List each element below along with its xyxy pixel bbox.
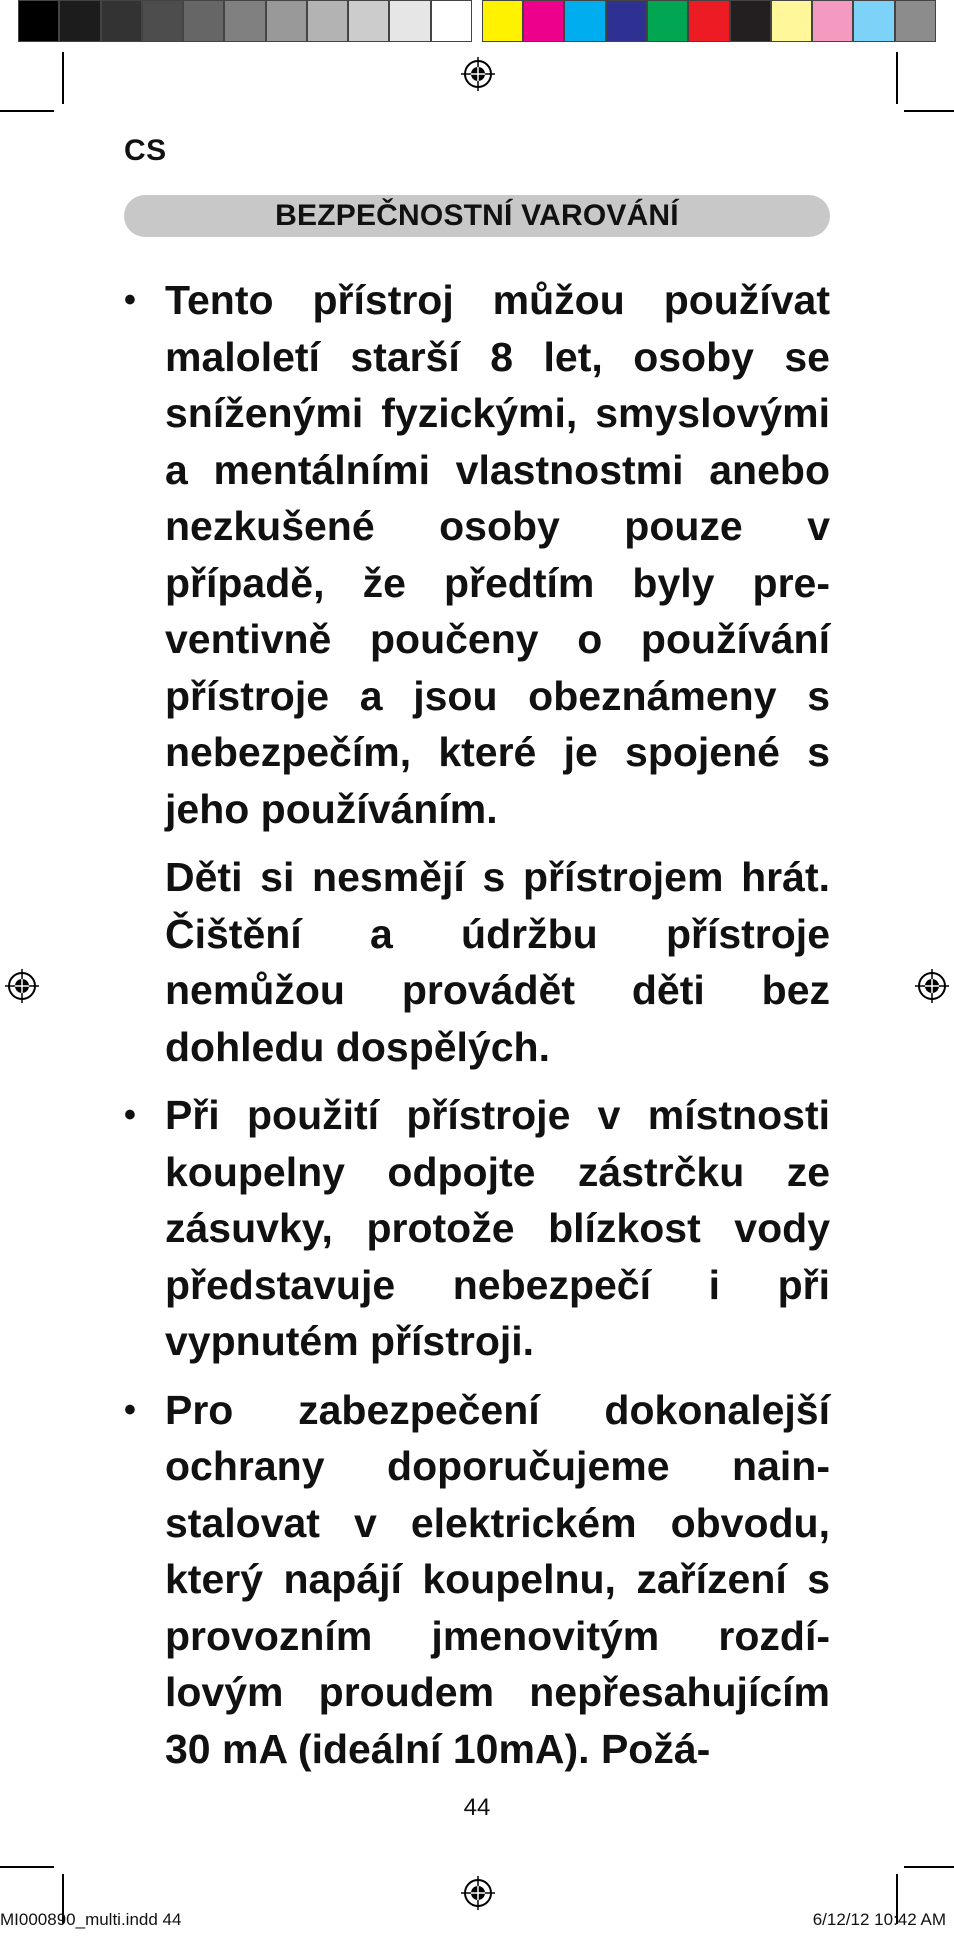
list-item (124, 1087, 830, 1370)
footer-file-slug: MI000890_multi.indd 44 (0, 1910, 182, 1929)
color-swatch (389, 0, 430, 42)
color-swatch (730, 0, 771, 42)
footer-datetime: 6/12/12 10:42 AM (812, 1910, 946, 1929)
crop-mark (904, 1866, 954, 1868)
color-swatch (647, 0, 688, 42)
color-swatch (853, 0, 894, 42)
registration-target-icon (461, 57, 495, 91)
color-swatch (59, 0, 100, 42)
page-number: 44 (463, 1794, 491, 1821)
crop-mark (0, 1866, 54, 1868)
bullet-icon: • (124, 1390, 136, 1429)
color-swatch (431, 0, 472, 42)
color-swatch (224, 0, 265, 42)
color-swatch (606, 0, 647, 42)
color-swatch (895, 0, 936, 42)
list-item-text: Tento přístroj můžou používat maloletí starší 8 let, osoby se sníženými fyzickými, smyslovými a mentálními vlastnostmi anebo nezkušené osoby pouze v případě, že předtím byly preventivně poučeny o používání přístroje a jsou obeznámeny s nebezpečím, které je spojené s jeho používáním. (165, 277, 830, 832)
section-title-banner: BEZPEČNOSTNÍ VAROVÁNÍ (124, 195, 830, 237)
registration-target-icon (5, 969, 39, 1003)
list-item-continuation: Děti si nesmějí s přístrojem hrát. Čištění a údržbu přístroje nemůžou provádět děti bez dohledu dospělých. (165, 854, 830, 1070)
color-swatch (142, 0, 183, 42)
swatch-gap (472, 0, 482, 42)
color-swatch (771, 0, 812, 42)
crop-mark (0, 110, 54, 112)
color-swatch (101, 0, 142, 42)
color-swatch (183, 0, 224, 42)
registration-target-icon (915, 969, 949, 1003)
color-swatch (348, 0, 389, 42)
color-swatch (564, 0, 605, 42)
list-item-text: Při použití přístroje v místnosti koupelny odpojte zástrčku ze zásuvky, protože blízkost vody představuje nebezpečí i při vypnutém přístroji. (165, 1092, 830, 1364)
color-swatch (266, 0, 307, 42)
color-calibration-bar (18, 0, 936, 42)
bullet-icon: • (124, 1096, 136, 1134)
color-swatch (482, 0, 523, 42)
color-swatch (523, 0, 564, 42)
crop-mark (896, 52, 898, 104)
crop-mark (904, 110, 954, 112)
language-code: CS (124, 134, 167, 167)
list-item-text: Pro zabezpečení dokonalejší ochrany doporučujeme nainstalovat v elektrickém obvodu, který napájí koupelnu, zařízení s provozním jmenovitým rozdílovým proudem nepřesahujícím 30 mA (ideální 10mA). Požá- (165, 1386, 830, 1772)
safety-warnings-list (124, 272, 830, 1789)
crop-mark (62, 52, 64, 104)
list-item (124, 272, 830, 837)
color-swatch (688, 0, 729, 42)
color-swatch (812, 0, 853, 42)
list-item (124, 1382, 830, 1778)
color-swatch (307, 0, 348, 42)
bullet-icon: • (124, 281, 136, 319)
color-swatch (18, 0, 59, 42)
registration-target-icon (461, 1876, 495, 1910)
